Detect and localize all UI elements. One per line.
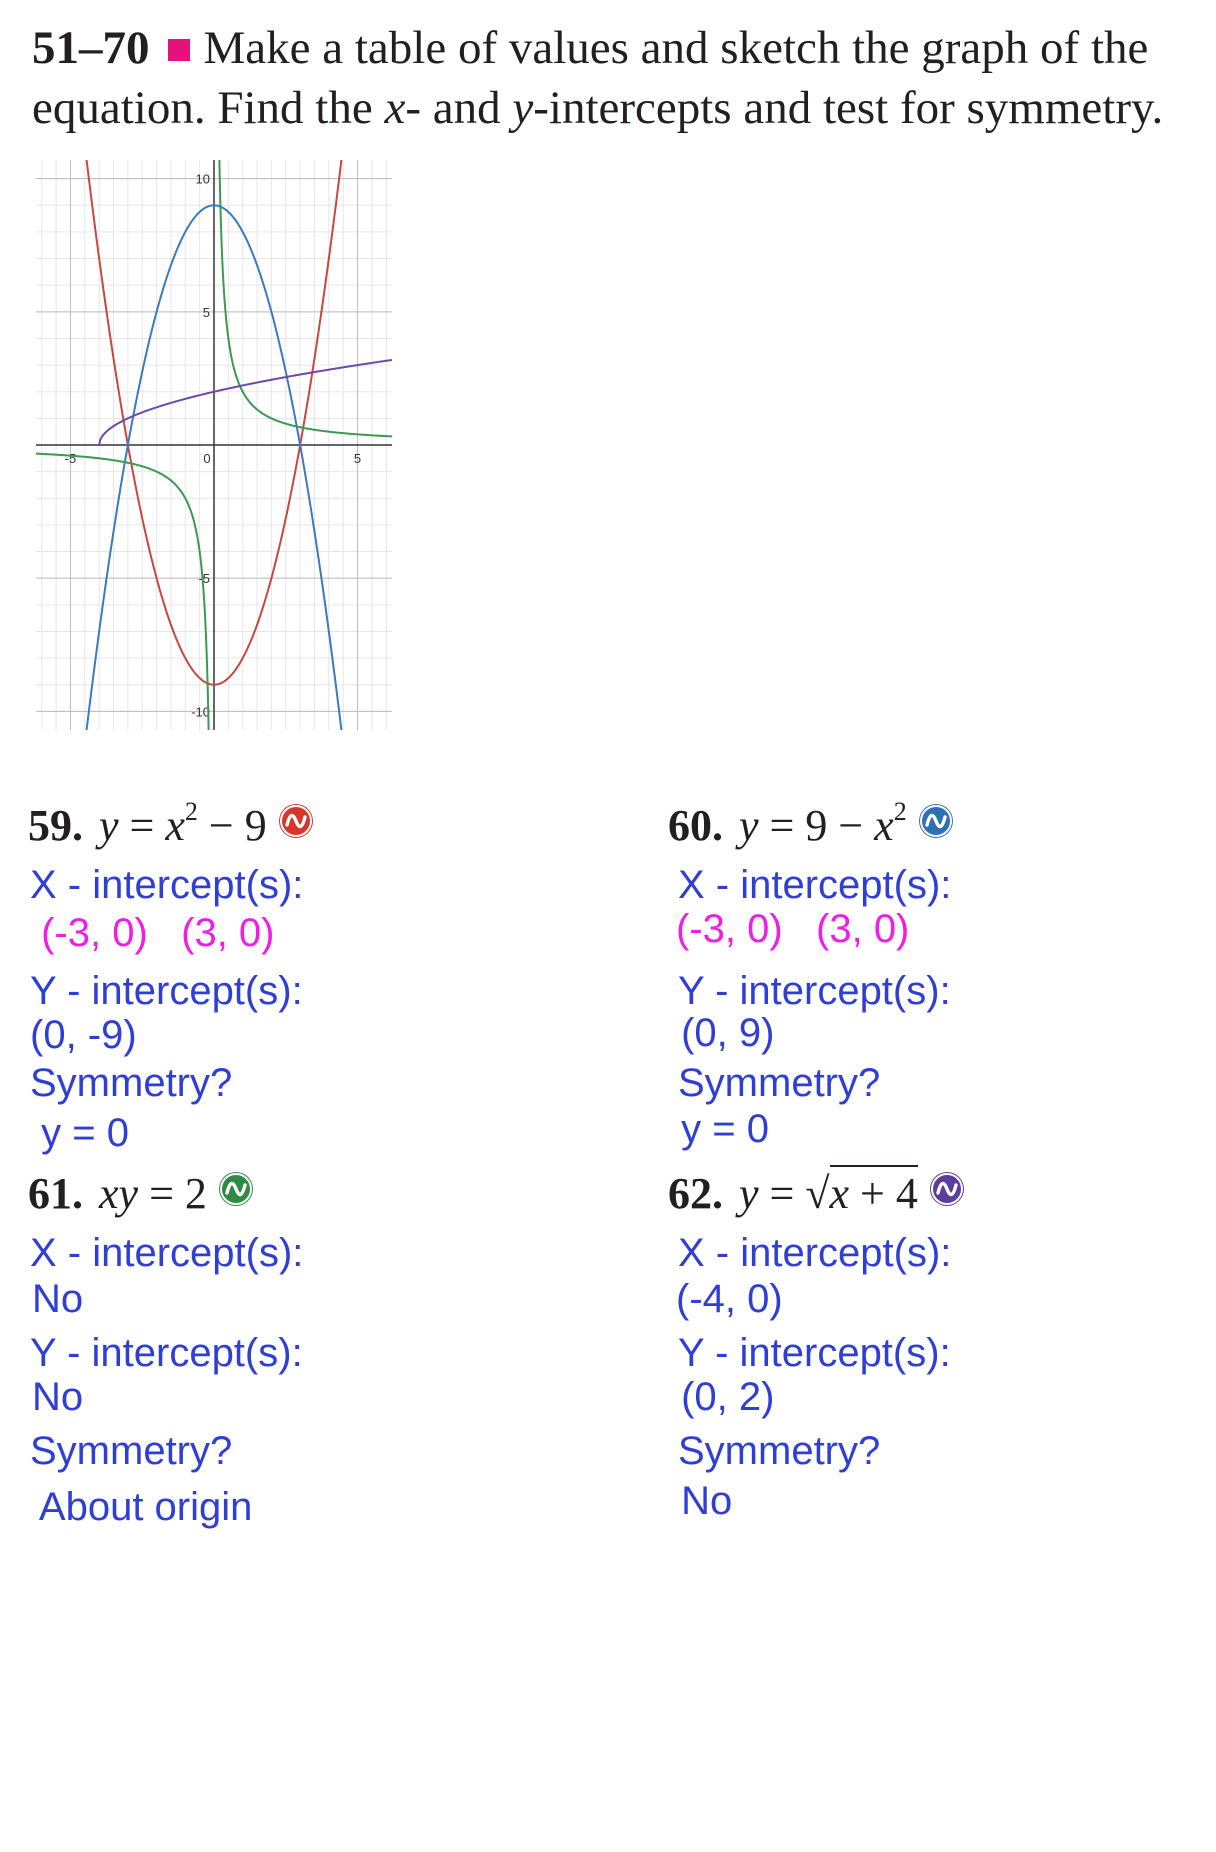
eq-exponent: 2 [893,797,907,826]
x-intercept-label: X - intercept(s): [678,1231,952,1275]
y-intercept-value: (0, 2) [670,1375,775,1419]
graph-link-icon[interactable] [919,804,953,838]
header-y-var: y [512,82,534,134]
exercise-header [32,18,1202,138]
eq-var: y [99,801,119,850]
y-intercept-label: Y - intercept(s): [30,969,303,1013]
symmetry-label: Symmetry? [30,1061,233,1105]
header-text-2a: equation. Find the [32,82,385,134]
symmetry-value: y = 0 [670,1107,769,1151]
symmetry-value: About origin [30,1485,253,1529]
eq-var: y [739,801,759,850]
eq-exponent: 2 [184,797,198,826]
problem-60-equation [668,797,953,851]
header-text-2b: - and [405,82,513,134]
eq-part: − 9 [197,801,267,850]
equation [99,797,267,850]
x-intercept-label: X - intercept(s): [30,1231,304,1275]
x-tick-label: 5 [353,451,362,466]
sqrt-sign: √ [805,1169,830,1218]
header-x-var: x [384,82,406,134]
x-tick-label: -5 [64,451,77,466]
y-intercept-value: No [32,1375,84,1419]
y-intercept-label: Y - intercept(s): [30,1331,303,1375]
eq-var: y [739,1169,759,1218]
series-line [99,360,392,445]
y-tick-label: -5 [198,571,210,587]
eq-var: x [165,801,185,850]
eq-part: = 9 − [758,801,875,850]
problem-number: 61. [28,1169,83,1218]
graph-link-icon[interactable] [219,1172,253,1206]
header-line-2 [32,78,1202,138]
equation [739,797,907,850]
x-tick-label: 0 [203,451,211,466]
symmetry-label: Symmetry? [30,1429,233,1473]
y-intercept-value: (0, 9) [670,1011,775,1055]
x-intercept-value: No [32,1277,84,1321]
magenta-square-icon [168,39,190,61]
problem-62-equation [668,1168,964,1219]
y-tick-label: 5 [202,304,210,320]
problem-number: 62. [668,1169,723,1218]
problem-59-equation [28,797,313,851]
symmetry-value: No [670,1479,733,1523]
graph-link-icon[interactable] [930,1172,964,1206]
sqrt-argument [830,1165,918,1218]
x-intercept-value: (-4, 0) [676,1277,783,1321]
x-intercept-value: (-3, 0) (3, 0) [676,907,910,951]
eq-part: + 4 [849,1169,918,1218]
header-text-2c: -intercepts and test for symmetry. [533,82,1164,134]
y-tick-label: 10 [195,171,210,187]
equation [99,1169,207,1218]
x-intercept-label: X - intercept(s): [678,863,952,907]
eq-var: x [874,801,894,850]
y-intercept-label: Y - intercept(s): [678,969,951,1013]
y-intercept-value: (0, -9) [30,1013,137,1057]
exercise-range: 51–70 [32,22,150,74]
header-line-1 [32,18,1202,78]
y-tick-label: -10 [191,704,210,720]
x-intercept-value: (-3, 0) (3, 0) [30,911,275,955]
y-intercept-label: Y - intercept(s): [678,1331,951,1375]
problem-number: 59. [28,801,83,850]
eq-part: = [118,801,166,850]
eq-var: xy [99,1169,139,1218]
symmetry-value: y = 0 [30,1111,129,1155]
header-text-1: Make a table of values and sketch the graph of the [203,22,1149,74]
eq-part: = 2 [138,1169,207,1218]
problem-number: 60. [668,801,723,850]
problem-61-equation [28,1168,253,1219]
x-intercept-label: X - intercept(s): [30,863,304,907]
symmetry-label: Symmetry? [678,1429,881,1473]
symmetry-label: Symmetry? [678,1061,881,1105]
eq-part: = [758,1169,806,1218]
equation [739,1169,918,1218]
eq-var: x [829,1169,850,1218]
graph-link-icon[interactable] [279,804,313,838]
function-graph [36,160,392,730]
